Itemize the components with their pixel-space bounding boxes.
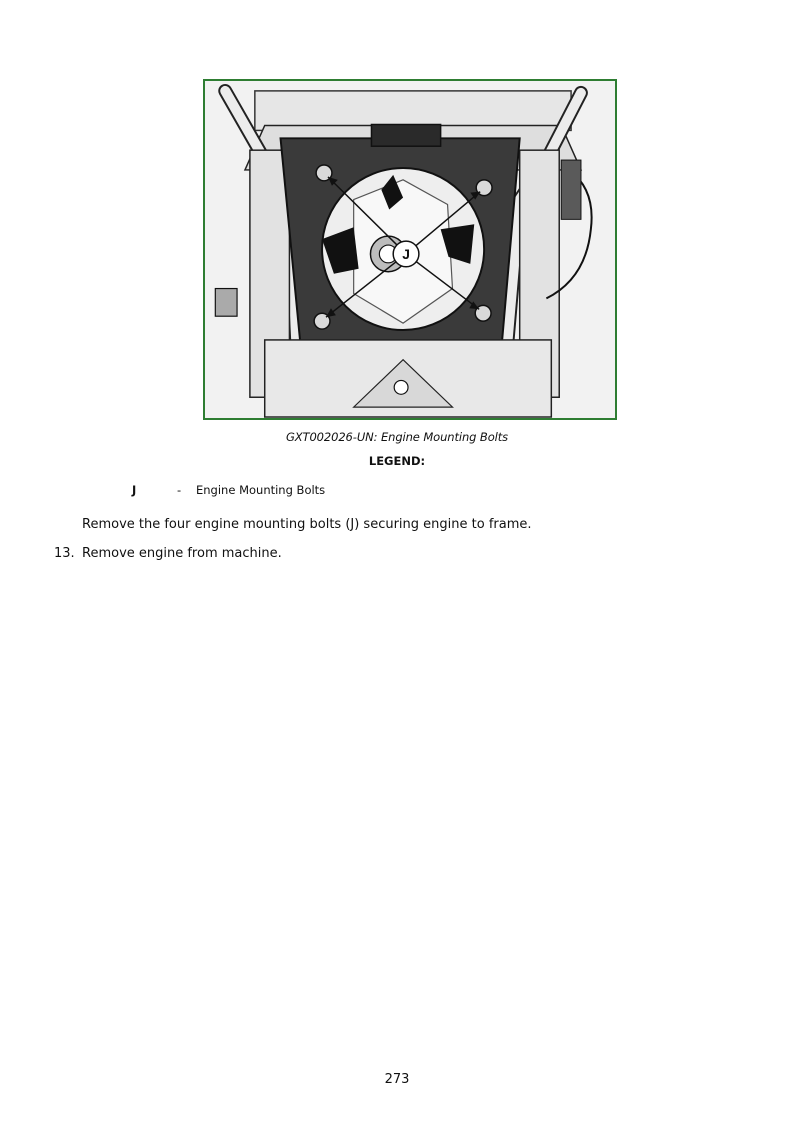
instruction-paragraph: Remove the four engine mounting bolts (J) securing engine to frame.	[82, 517, 532, 532]
engine-mounting-bolts-illustration	[203, 79, 617, 420]
page-number: 273	[384, 1072, 410, 1087]
legend-description: Engine Mounting Bolts	[196, 483, 326, 497]
step-number: 13.	[54, 546, 75, 561]
figure-caption: GXT002026-UN: Engine Mounting Bolts	[285, 430, 509, 444]
callout-j: J	[402, 245, 410, 262]
legend-dash: -	[177, 483, 182, 497]
legend-key: J	[132, 483, 137, 497]
step-text: Remove engine from machine.	[82, 546, 282, 561]
legend-title: LEGEND:	[368, 454, 426, 468]
